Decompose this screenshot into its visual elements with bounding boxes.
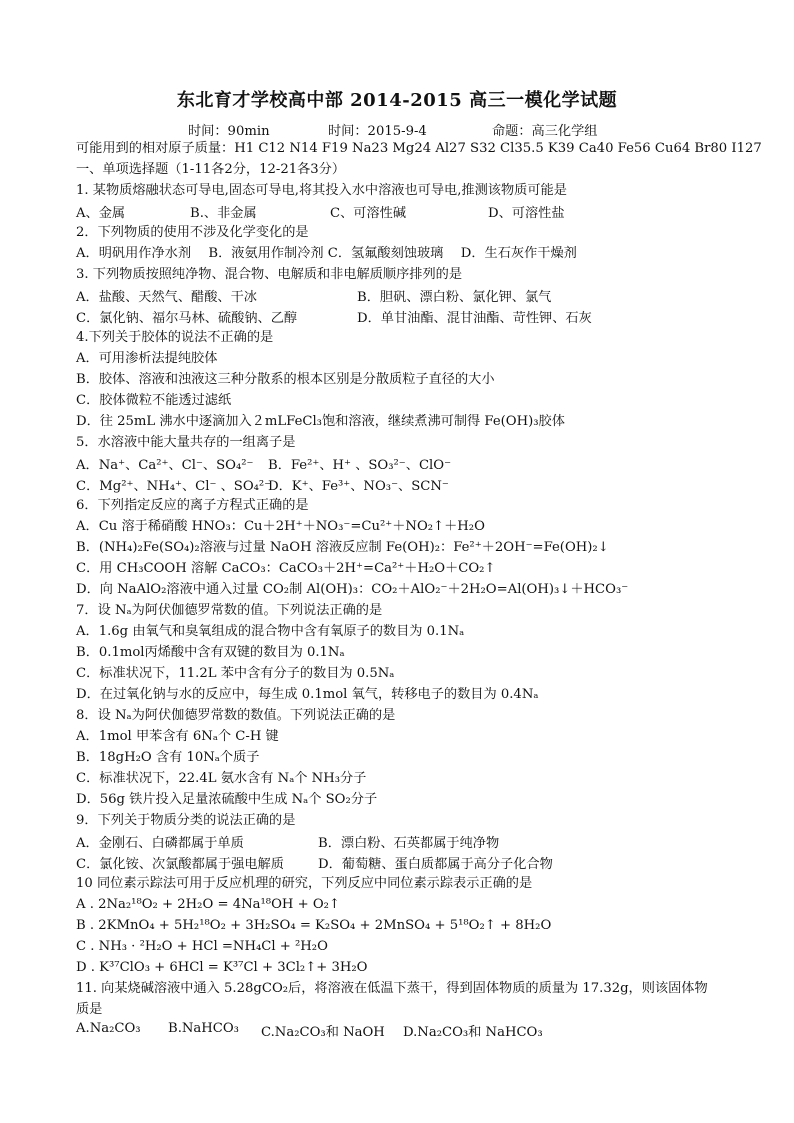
question-7-stem: 7．设 Nₐ为阿伏伽德罗常数的值。下列说法正确的是 (76, 603, 383, 618)
exam-date: 时间：2015-9-4 (328, 124, 427, 139)
q7-option-b: B．0.1mol丙烯酸中含有双键的数目为 0.1Nₐ (76, 645, 345, 660)
q7-option-d: D．在过氧化钠与水的反应中，每生成 0.1mol 氧气，转移电子的数目为 0.4Nₐ (76, 687, 539, 702)
q3-option-b: B．胆矾、漂白粉、氯化钾、氯气 (357, 290, 552, 305)
question-10-stem: 10 同位素示踪法可用于反应机理的研究，下列反应中同位素示踪表示正确的是 (76, 876, 533, 891)
section-heading: 一、单项选择题（1-11各2分，12-21各3分） (76, 162, 346, 177)
q1-option-c: C、可溶性碱 (330, 206, 407, 221)
q10-option-b: B . 2KMnO₄ + 5H₂¹⁸O₂ + 3H₂SO₄ = K₂SO₄ + 2MnSO₄ + 5¹⁸O₂↑ + 8H₂O (76, 918, 552, 933)
atomic-mass-line: 可能用到的相对原子质量：H1 C12 N14 F19 Na23 Mg24 Al27 S32 Cl35.5 K39 Ca40 Fe56 Cu64 Br80 I127 (76, 141, 762, 156)
question-9-stem: 9．下列关于物质分类的说法正确的是 (76, 813, 296, 828)
exam-duration: 时间：90min (188, 124, 270, 139)
q10-option-a: A . 2Na₂¹⁸O₂ + 2H₂O = 4Na¹⁸OH + O₂↑ (76, 897, 340, 912)
q11-option-c: C.Na₂CO₃和 NaOH (261, 1025, 385, 1040)
question-4-stem: 4.下列关于胶体的说法不正确的是 (76, 330, 274, 345)
question-6-stem: 6．下列指定反应的离子方程式正确的是 (76, 498, 309, 513)
question-8-stem: 8．设 Nₐ为阿伏伽德罗常数的数值。下列说法正确的是 (76, 708, 396, 723)
q11-option-a: A.Na₂CO₃ (76, 1021, 141, 1036)
q4-option-c: C．胶体微粒不能透过滤纸 (76, 393, 232, 408)
q6-option-d: D．向 NaAlO₂溶液中通入过量 CO₂制 Al(OH)₃：CO₂＋AlO₂⁻＋2H₂O=Al(OH)₃↓＋HCO₃⁻ (76, 582, 629, 597)
q5-option-a: A．Na⁺、Ca²⁺、Cl⁻、SO₄²⁻ (76, 458, 254, 473)
q6-option-c: C．用 CH₃COOH 溶解 CaCO₃：CaCO₃＋2H⁺=Ca²⁺＋H₂O＋CO₂↑ (76, 561, 496, 576)
q1-option-d: D、可溶性盐 (488, 206, 565, 221)
q4-option-b: B．胶体、溶液和浊液这三种分散系的根本区别是分散质粒子直径的大小 (76, 372, 495, 387)
q5-option-d: D．K⁺、Fe³⁺、NO₃⁻、SCN⁻ (268, 479, 449, 494)
q8-option-a: A．1mol 甲苯含有 6Nₐ个 C-H 键 (76, 729, 279, 744)
question-11-stem-cont: 质是 (76, 1002, 103, 1017)
q3-option-a: A．盐酸、天然气、醋酸、干冰 (76, 290, 257, 305)
question-5-stem: 5．水溶液中能大量共存的一组离子是 (76, 435, 296, 450)
q3-option-d: D．单甘油酯、混甘油酯、苛性钾、石灰 (357, 311, 592, 326)
q10-option-c: C . NH₃ · ²H₂O + HCl =NH₄Cl + ²H₂O (76, 939, 328, 954)
q3-option-c: C．氯化钠、福尔马林、硫酸钠、乙醇 (76, 311, 298, 326)
exam-author: 命题：高三化学组 (492, 124, 598, 139)
q6-option-b: B．(NH₄)₂Fe(SO₄)₂溶液与过量 NaOH 溶液反应制 Fe(OH)₂：Fe²⁺＋2OH⁻=Fe(OH)₂↓ (76, 540, 609, 555)
page-title: 东北育才学校高中部 2014-2015 高三一模化学试题 (176, 90, 618, 111)
q11-option-d: D.Na₂CO₃和 NaHCO₃ (403, 1025, 543, 1040)
q10-option-d: D . K³⁷ClO₃ + 6HCl = K³⁷Cl + 3Cl₂↑+ 3H₂O (76, 960, 368, 975)
q5-option-c: C．Mg²⁺、NH₄⁺、Cl⁻ 、SO₄²⁻ (76, 479, 272, 494)
q6-option-a: A．Cu 溶于稀硝酸 HNO₃：Cu＋2H⁺＋NO₃⁻=Cu²⁺＋NO₂↑＋H₂O (76, 519, 485, 534)
q7-option-c: C．标准状况下，11.2L 苯中含有分子的数目为 0.5Nₐ (76, 666, 395, 681)
question-1-stem: 1. 某物质熔融状态可导电,固态可导电,将其投入水中溶液也可导电,推测该物质可能是 (76, 183, 567, 198)
q1-option-b: B.、非金属 (190, 206, 257, 221)
q4-option-a: A．可用渗析法提纯胶体 (76, 351, 218, 366)
q7-option-a: A．1.6g 由氧气和臭氧组成的混合物中含有氧原子的数目为 0.1Nₐ (76, 624, 465, 639)
question-11-stem: 11. 向某烧碱溶液中通入 5.28gCO₂后，将溶液在低温下蒸干，得到固体物质的质量为 17.32g，则该固体物 (76, 981, 708, 996)
q8-option-b: B．18gH₂O 含有 10Nₐ个质子 (76, 750, 260, 765)
q9-option-b: B．漂白粉、石英都属于纯净物 (318, 836, 500, 851)
q2-options: A．明矾用作净水剂 B．液氨用作制冷剂 C．氢氟酸刻蚀玻璃 D．生石灰作干燥剂 (76, 246, 577, 261)
q5-option-b: B．Fe²⁺、H⁺ 、SO₃²⁻、ClO⁻ (268, 458, 452, 473)
question-3-stem: 3. 下列物质按照纯净物、混合物、电解质和非电解质顺序排列的是 (76, 267, 463, 282)
q11-option-b: B.NaHCO₃ (168, 1021, 239, 1036)
q8-option-c: C．标准状况下，22.4L 氨水含有 Nₐ个 NH₃分子 (76, 771, 367, 786)
q4-option-d: D．往 25mL 沸水中逐滴加入２mLFeCl₃饱和溶液，继续煮沸可制得 Fe(OH)₃胶体 (76, 414, 565, 429)
q9-option-c: C．氯化铵、次氯酸都属于强电解质 (76, 857, 284, 872)
q1-option-a: A、金属 (76, 206, 126, 221)
q9-option-d: D．葡萄糖、蛋白质都属于高分子化合物 (318, 857, 553, 872)
question-2-stem: 2．下列物质的使用不涉及化学变化的是 (76, 225, 309, 240)
q9-option-a: A．金刚石、白磷都属于单质 (76, 836, 244, 851)
q8-option-d: D．56g 铁片投入足量浓硫酸中生成 Nₐ个 SO₂分子 (76, 792, 378, 807)
